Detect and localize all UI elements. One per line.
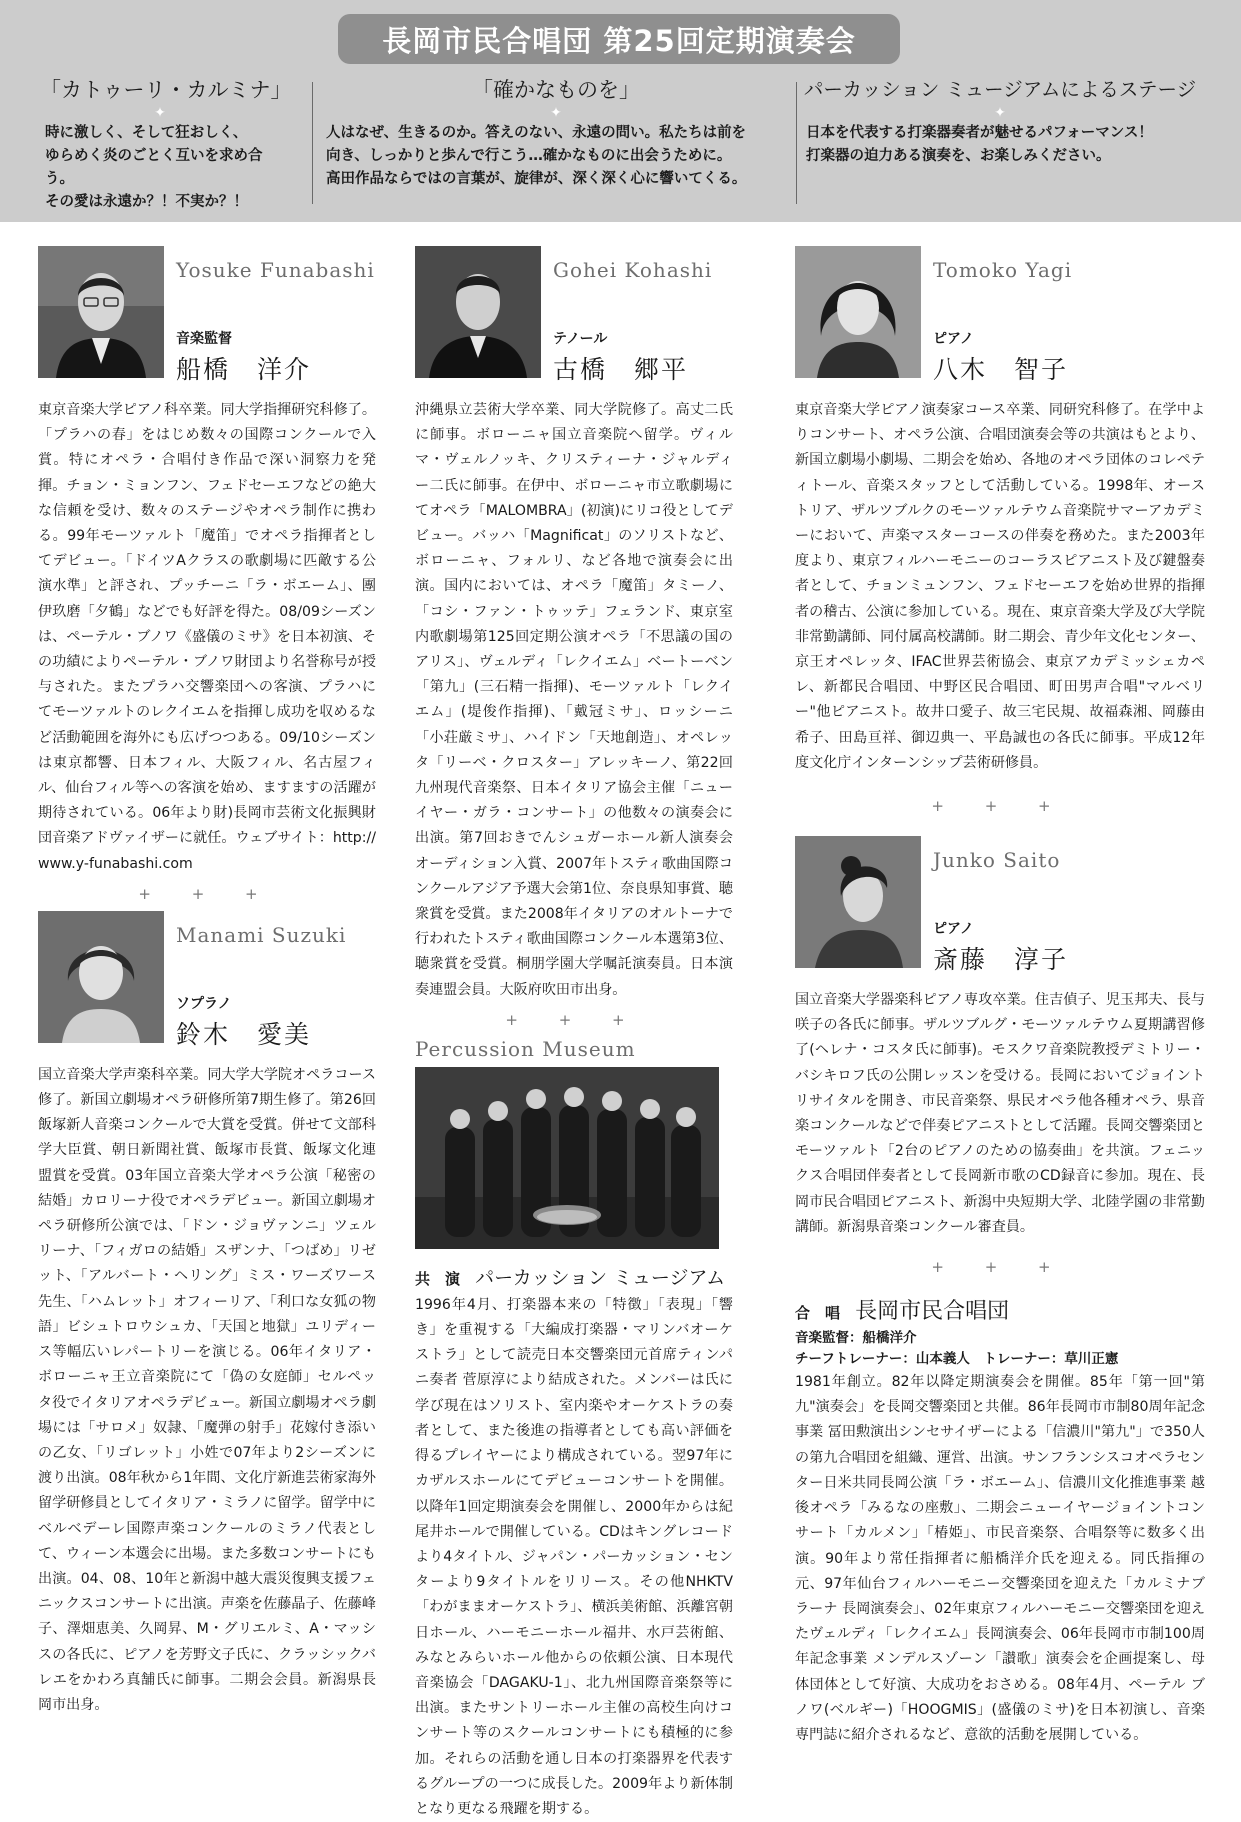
performer-bio: 東京音楽大学ピアノ科卒業。同大学指揮研究科修了。「プラハの春」をはじめ数々の国際コンクールで入賞。特にオペラ・合唱付き作品で深い洞察力を発揮。チョン・ミョンフン、フェドセーエフなどの絶大な信頼を受け、数々のステージやオペラ制作に携わる。99年モーツァルト「魔笛」でオペラ指揮者としてデビュー。「ドイツAクラスの歌劇場に匹敵する公演水準」と評され、プッチーニ「ラ・ボエーム」、團伊玖磨「夕鶴」などでも好評を得た。08/09シーズンは、ペーテル・ブノワ《盛儀のミサ》を日本初演、その功績によりペーテル・ブノワ財団より名誉称号が授与された。またプラハ交響楽団への客演、プラハにてモーツァルトのレクイエムを指揮し成功を収めるなど活動範囲を海外にも広げつつある。09/10シーズンは東京都響、日本フィル、大阪フィル、名古屋フィル、仙台フィル等への客演を始め、ますますの活躍が期待されている。06年より財)長岡市芸術文化振興財団音楽アドヴァイザーに就任。ウェブサイト：http://www.y-funabashi.com — [38, 402, 376, 872]
performer-name: 船橋 洋介 — [176, 355, 312, 384]
program-title: 「カトゥーリ・カルミナ」 — [40, 78, 292, 102]
program-item-tashikana — [326, 74, 786, 206]
ensemble-romaji-name: Percussion Museum — [415, 1036, 636, 1061]
performer-romaji-name: Yosuke Funabashi — [176, 258, 375, 282]
profile-header-funabashi — [38, 246, 376, 398]
choir-label: 合 唱 — [795, 1304, 841, 1323]
performer-bio: 沖縄県立芸術大学卒業、同大学院修了。高丈二氏に師事。ボローニャ国立音楽院へ留学。ヴィルマ・ヴェルノッキ、クリスティーナ・ジャルディー二氏に師事。在伊中、ボローニャ市立歌劇場にてオペラ「MALOMBRA」(初演)にリコ役としてデビュー。バッハ「Magnificat」のソリストなど、ボローニャ、フォルリ、など各地で演奏会に出演。国内においては、オペラ「魔笛」タミーノ、「コシ・ファン・トゥッテ」フェランド、東京室内歌劇場第125回定期公演オペラ「不思議の国のアリス」、ヴェルディ「レクイエム」ベートーベン「第九」(三石精一指揮)、モーツァルト「レクイエム」(堤俊作指揮)、「戴冠ミサ」、ロッシーニ「小荘厳ミサ」、ハイドン「天地創造」、オペレッタ「リーベ・クロスター」アレッキーノ、第22回九州現代音楽祭、日本イタリア協会主催「ニューイヤー・ガラ・コンサート」の他数々の演奏会に出演。第7回おきでんシュガーホール新人演奏会オーディション入賞、2007年トスティ歌曲国際コンクールアジア予選大会第1位、奈良県知事賞、聴衆賞を受賞。また2008年イタリアのオルトーナで行われたトスティ歌曲国際コンクール本選第3位、聴衆賞を受賞。桐朋学園大学嘱託演奏員。日本演奏連盟会員。大阪府吹田市出身。 — [415, 402, 733, 998]
portrait-photo — [38, 246, 164, 378]
choir-staff: 音楽監督：船橋洋介 チーフトレーナー：山本義人 トレーナー：草川正憲 — [795, 1330, 1119, 1368]
performer-romaji-name: Manami Suzuki — [176, 922, 347, 947]
separator: + + + — [931, 797, 1069, 816]
program-item-catulli-carmina — [40, 74, 292, 210]
divider — [796, 82, 797, 204]
profile-header-yagi — [795, 246, 1205, 398]
performer-bio: 東京音楽大学ピアノ演奏家コース卒業、同研究科修了。在学中よりコンサート、オペラ公演、合唱団演奏会等の共演はもとより、新国立劇場小劇場、二期会を始め、各地のオペラ団体のコレペティトール、音楽スタッフとして活動している。1998年、オーストリア、ザルツブルクのモーツァルテウム音楽院サマーアカデミーにおいて、声楽マスターコースの伴奏を務めた。また2003年度より、東京フィルハーモニーのコーラスピアニスト及び鍵盤奏者として、チョンミュンフン、フェドセーエフを始め世界的指揮者の稽古、公演に参加している。現在、東京音楽大学及び大学院非常勤講師、同付属高校講師。財二期会、青少年文化センター、京王オペレッタ、IFAC世界芸術協会、東京アカデミッシェカペレ、新都民合唱団、中野区民合唱団、町田男声合唱"マルベリー"他ピアニスト。故井口愛子、故三宅民規、故福森湘、岡藤由希子、田島亘祥、御辺典一、平島誠也の各氏に師事。平成12年度文化庁インターンシップ芸術研修員。 — [795, 402, 1205, 771]
performer-name: 古橋 郷平 — [553, 355, 689, 384]
performer-role: テノール — [553, 331, 608, 347]
separator: + + + — [138, 884, 276, 903]
sparkle-icon: ✦ — [154, 105, 166, 121]
profile-header-kohashi — [415, 246, 733, 398]
choir-name: 長岡市民合唱団 — [855, 1299, 1010, 1325]
program-description: 人はなぜ、生きるのか。答えのない、永遠の問い。私たちは前を 向き、しっかりと歩んで行こう…確かなものに出会うために。 高田作品ならではの言葉が、旋律が、深く深く心に響いてくる。 — [326, 125, 747, 187]
concert-title-banner — [338, 14, 900, 64]
performer-romaji-name: Junko Saito — [933, 848, 1061, 873]
portrait-photo — [415, 246, 541, 378]
column-middle — [415, 246, 733, 1822]
separator: + + + — [931, 1258, 1069, 1277]
choir-heading — [795, 1294, 1205, 1328]
sparkle-icon: ✦ — [550, 105, 562, 121]
portrait-photo — [795, 836, 921, 968]
performer-romaji-name: Tomoko Yagi — [933, 258, 1073, 282]
performer-role: ピアノ — [933, 921, 974, 938]
performer-name: 鈴木 愛美 — [176, 1019, 312, 1049]
program-header — [0, 0, 1241, 222]
performer-name: 八木 智子 — [933, 355, 1069, 384]
column-left — [38, 246, 376, 1718]
program-title: パーカッション ミュージアムによるステージ — [803, 78, 1197, 101]
co-performer-name: パーカッション ミュージアム — [475, 1266, 726, 1289]
choir-bio: 1981年創立。82年以降定期演奏会を開催。85年「第一回"第九"演奏会」を長岡交響楽団と共催。86年長岡市市制80周年記念事業 冨田勲演出シンセサイザーによる「信濃川"第九"」で350人の第九合唱団を組織、運営、出演。サンフランシスコオペラセンター日米共同長岡公演「ラ・ボエーム」、信濃川文化推進事業 越後オペラ「みるなの座敷」、二期会ニューイヤージョイントコンサート「カルメン」「椿姫」、市民音楽祭、合唱祭等に数多く出演。90年より常任指揮者に船橋洋介氏を迎える。同氏指揮の元、97年仙台フィルハーモニー交響楽団を迎えた「カルミナブラーナ 長岡演奏会」、02年東京フィルハーモニー交響楽団を迎えたヴェルディ「レクイエム」長岡演奏会、06年長岡市市制100周年記念事業 メンデルスゾーン「讃歌」演奏会を企画提案し、母体団体として好演、大成功をおさめる。08年4月、ペーテル ブノワ(ベルギー)「HOOGMIS」(盛儀のミサ)を日本初演し、音楽専門誌に紹介されるなど、意欲的活動を展開している。 — [795, 1374, 1205, 1743]
performer-role: ソプラノ — [176, 995, 232, 1012]
ensemble-bio: 1996年4月、打楽器本来の「特徴」「表現」「響き」を重視する「大編成打楽器・マリンバオーケストラ」として読売日本交響楽団元首席ティンパニ奏者 菅原淳により結成された。メンバーは氏に学び現在はソリスト、室内楽やオーケストラの奏者として、また後進の指導者としても高い評価を得るプレイヤーにより構成されている。翌97年にカザルスホールにてデビューコンサートを開催。以降年1回定期演奏会を開催し、2000年からは紀尾井ホールで開催している。CDはキングレコードより4タイトル、ジャパン・パーカッション・センターより9タイトルをリリース。その他NHKTV「わがままオーケストラ」、横浜美術館、浜離宮朝日ホール、ハーモニーホール福井、水戸芸術館、みなとみらいホール他からの依頼公演、日本現代音楽協会「DAGAKU-1」、北九州国際音楽祭等に出演。またサントリーホール主催の高校生向けコンサート等のスクールコンサートにも積極的に参加。それらの活動を通し日本の打楽器界を代表するグループの一つに成長した。2009年より新体制となり更なる飛躍を期する。 — [415, 1296, 733, 1817]
ensemble-group-photo — [415, 1067, 719, 1249]
program-description: 日本を代表する打楽器奏者が魅せるパフォーマンス！ 打楽器の迫力ある演奏を、お楽しみください。 — [806, 125, 1153, 164]
separator: + + + — [505, 1010, 643, 1029]
performer-bio: 国立音楽大学器楽科ピアノ専攻卒業。住吉偵子、児玉邦夫、長与咲子の各氏に師事。ザルツブルグ・モーツァルテウム夏期講習修了(ヘレナ・コスタ氏に師事)。モスクワ音楽院教授デミトリー・バシキロフ氏の公開レッスンを受ける。長岡においてジョイントリサイタルを開き、市民音楽祭、県民オペラ他各種オペラ、県音楽コンクールなどで伴奏ピアニストとして活躍。長岡交響楽団とモーツァルト「2台のピアノのための協奏曲」を共演。フェニックス合唱団伴奏者として長岡新市歌のCD録音に参加。現在、長岡市民合唱団ピアニスト、新潟中央短期大学、北陸学園の非常勤講師。新潟県音楽コンクール審査員。 — [795, 992, 1205, 1235]
co-performer-label: 共 演 — [415, 1269, 461, 1288]
co-performer-heading — [415, 1263, 733, 1289]
program-title: 「確かなものを」 — [472, 78, 640, 102]
performer-bio: 国立音楽大学声楽科卒業。同大学大学院オペラコース修了。新国立劇場オペラ研修所第7期生修了。第26回飯塚新人音楽コンクールで大賞を受賞。併せて文部科学大臣賞、朝日新聞社賞、飯塚市長賞、飯塚文化連盟賞を受賞。03年国立音楽大学オペラ公演「秘密の結婚」カロリーナ役でオペラデビュー。新国立劇場オペラ研修所公演では、「ドン・ジョヴァンニ」ツェルリーナ、「フィガロの結婚」スザンナ、「つばめ」リゼット、「アルバート・ヘリング」ミス・ワーズワース先生、「ハムレット」オフィーリア、「利口な女狐の物語」ビシュトロウシュカ、「天国と地獄」ユリディース等幅広いレパートリーを演じる。06年イタリア・ボローニャ王立音楽院にて「偽の女庭師」セルペッタ役でイタリアオペラデビュー。新国立劇場オペラ劇場には「サロメ」奴隷、「魔弾の射手」花嫁付き添いの乙女、「リゴレット」小姓で07年より2シーズンに渡り出演。08年秋から1年間、文化庁新進芸術家海外留学研修員としてイタリア・ミラノに留学。留学中にベルベデーレ国際声楽コンクールのミラノ代表として、ウィーン本選会に出場。また多数コンサートにも出演。04、08、10年と新潟中越大震災復興支援フェニックスコンサートに出演。声楽を佐藤晶子、佐藤峰子、澤畑恵美、久岡昇、M・グリエルミ、A・マッシスの各氏に、ピアノを芳野文子氏に、クラッシックバレエをかわろ真舗氏に師事。二期会会員。新潟県長岡市出身。 — [38, 1066, 376, 1713]
program-item-percussion-stage — [800, 74, 1200, 206]
column-right — [795, 246, 1205, 1748]
sparkle-icon: ✦ — [994, 105, 1006, 121]
divider — [312, 82, 313, 204]
portrait-photo — [38, 911, 164, 1043]
performer-name: 斎藤 淳子 — [933, 945, 1069, 975]
profile-header-suzuki — [38, 911, 376, 1063]
portrait-photo — [795, 246, 921, 378]
program-description: 時に激しく、そして狂おしく、 ゆらめく炎のごとく互いを求め合う。 その愛は永遠か？！不実か？！ — [45, 125, 263, 210]
concert-title: 長岡市民合唱団 第25回定期演奏会 — [382, 23, 856, 58]
performer-romaji-name: Gohei Kohashi — [553, 258, 713, 282]
profile-header-saito — [795, 836, 1205, 988]
performer-role: ピアノ — [933, 331, 974, 347]
performer-role: 音楽監督 — [176, 331, 232, 347]
